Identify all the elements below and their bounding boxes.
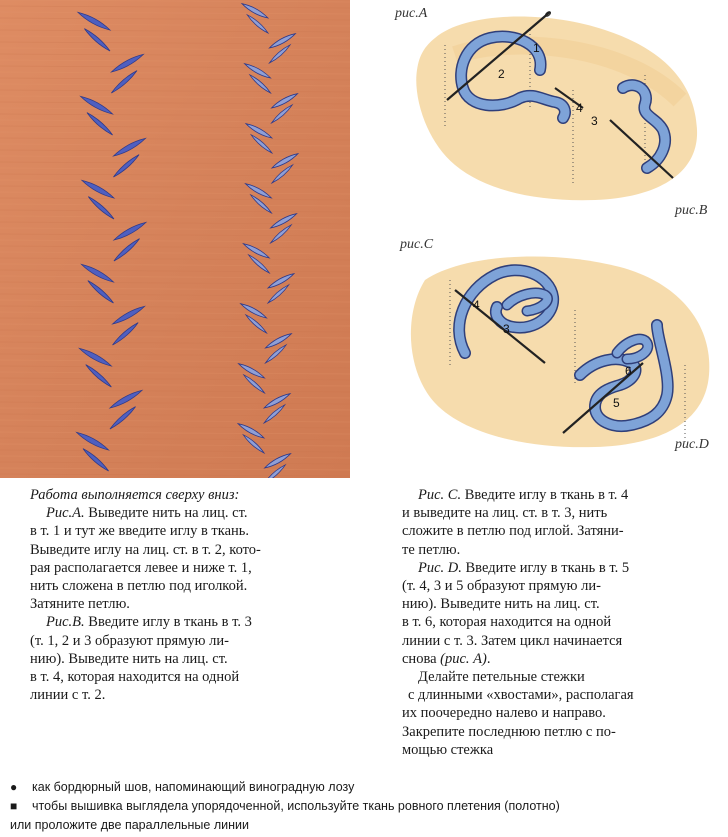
point-5-label: 5	[613, 396, 620, 410]
right-line	[402, 595, 724, 613]
left-line	[30, 650, 370, 668]
line-text: линии с т. 3. Затем цикл начинается	[402, 632, 623, 649]
right-line	[402, 504, 724, 522]
point-6-label: 6	[625, 364, 632, 378]
left-line	[30, 613, 370, 631]
note-text: или проложите две параллельные линии	[10, 818, 249, 832]
left-line	[30, 595, 370, 613]
bullet-circle-icon: ●	[10, 780, 18, 794]
note-text: как бордюрный шов, напоминающий виноградную лозу	[32, 780, 355, 794]
point-3-label: 3	[591, 114, 598, 128]
figure-reference: Рис. D.	[418, 559, 462, 576]
point-1-label: 1	[533, 41, 540, 55]
right-line	[402, 522, 724, 540]
line-text: нию). Выведите нить на лиц. ст.	[30, 650, 228, 667]
line-text: сложите в петлю под иглой. Затяни-	[402, 523, 624, 540]
line-text: Делайте петельные стежки	[418, 669, 585, 686]
left-line	[30, 686, 370, 704]
right-line	[402, 741, 724, 759]
right-line	[402, 723, 724, 741]
left-line	[30, 541, 370, 559]
right-line	[402, 668, 724, 686]
left-line	[30, 632, 370, 650]
figure-reference: Рис.A.	[46, 505, 85, 522]
left-line	[30, 668, 370, 686]
left-line	[30, 577, 370, 595]
line-text: с длинными «хвостами», располагая	[408, 687, 634, 704]
figure-c-label: рис.C	[400, 237, 434, 252]
line-text: Закрепите последнюю петлю с по-	[402, 723, 616, 740]
figure-reference: Рис. C.	[418, 487, 462, 503]
line-text: в т. 6, которая находится на одной	[402, 614, 612, 631]
figure-reference: Рис.B.	[46, 614, 85, 631]
line-text: рая располагается левее и ниже т. 1,	[30, 559, 252, 576]
line-text: (т. 4, 3 и 5 образуют прямую ли-	[402, 578, 601, 595]
line-text: Выведите иглу на лиц. ст. в т. 2, кото-	[30, 541, 261, 558]
figure-d-label: рис.D	[675, 437, 709, 452]
right-line: снова (рис. A).	[402, 650, 491, 667]
right-line	[402, 613, 724, 631]
line-text: нию). Выведите нить на лиц. ст.	[402, 596, 600, 613]
right-line	[402, 577, 724, 595]
line-text: их поочередно налево и направо.	[402, 705, 606, 722]
right-line	[402, 486, 724, 504]
instructions-left	[30, 486, 370, 704]
line-text: снова	[402, 650, 441, 667]
figure-c-d	[395, 235, 728, 460]
line-text: Затяните петлю.	[30, 596, 130, 613]
left-line	[30, 504, 370, 522]
right-line	[402, 632, 724, 650]
embroidery-photo	[0, 0, 350, 478]
line-text: Введите иглу в ткань в т. 3	[84, 614, 252, 631]
figure-a-b	[395, 0, 728, 225]
line-text: мощью стежка	[402, 741, 494, 758]
intro-title: Работа выполняется сверху вниз:	[30, 487, 240, 503]
usage-notes	[10, 778, 725, 835]
bullet-square-icon: ■	[10, 799, 18, 813]
note-item	[10, 778, 725, 797]
point-2-label: 2	[498, 67, 505, 81]
right-line	[402, 541, 724, 559]
note-text: чтобы вышивка выглядела упорядоченной, используйте ткань ровного плетения (полотно)	[32, 799, 560, 813]
line-text: (т. 1, 2 и 3 образуют прямую ли-	[30, 632, 229, 649]
line-text: те петлю.	[402, 541, 461, 558]
line-text: Введите иглу в ткань в т. 4	[461, 487, 629, 503]
left-line	[30, 522, 370, 540]
note-item	[0, 816, 725, 835]
right-line	[402, 704, 724, 722]
line-text: Введите иглу в ткань в т. 5	[461, 559, 630, 576]
point-4-label: 4	[576, 101, 583, 115]
point-4c-label: 4	[473, 298, 480, 312]
right-line	[402, 686, 724, 704]
figure-b-label: рис.B	[675, 203, 708, 218]
right-line	[402, 559, 724, 577]
line-text: и выведите на лиц. ст. в т. 3, нить	[402, 505, 608, 522]
note-item	[10, 797, 725, 816]
left-line	[30, 559, 370, 577]
figure-a-label: рис.A	[395, 6, 428, 21]
line-text: Выведите нить на лиц. ст.	[84, 505, 248, 522]
line-text: в т. 4, которая находится на одной	[30, 669, 240, 686]
point-3c-label: 3	[503, 322, 510, 336]
line-text: в т. 1 и тут же введите иглу в ткань.	[30, 523, 250, 540]
line-text: нить сложена в петлю под иголкой.	[30, 578, 248, 595]
line-text: линии с т. 2.	[30, 687, 106, 704]
instructions-right	[402, 486, 724, 759]
